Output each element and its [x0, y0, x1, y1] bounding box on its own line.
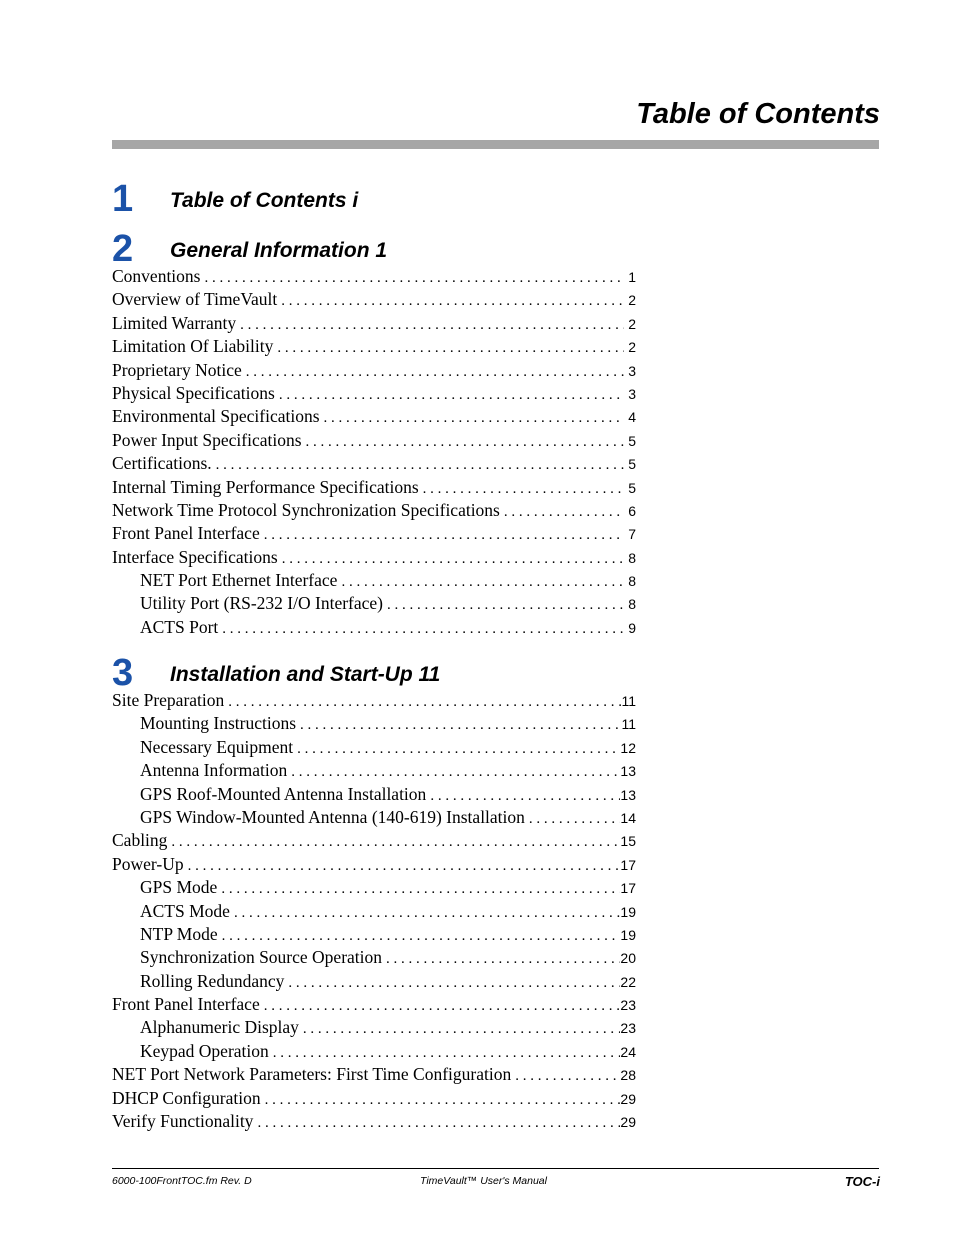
dot-leader — [287, 761, 620, 782]
toc-entry-page: 17 — [620, 856, 636, 873]
toc-entry[interactable] — [112, 829, 636, 852]
title-rule — [112, 140, 879, 149]
toc-entry-title: Limited Warranty — [112, 312, 237, 333]
dot-leader — [212, 454, 624, 475]
toc-entry-page: 20 — [620, 950, 636, 967]
dot-leader — [277, 290, 624, 311]
toc-entry-title: NET Port Ethernet Interface — [140, 570, 338, 591]
toc-entry-page: 29 — [620, 1090, 636, 1107]
dot-leader — [383, 594, 624, 615]
dot-leader — [284, 972, 620, 993]
chapter-title[interactable]: Table of Contents i — [170, 189, 359, 212]
toc-entry-title: Front Panel Interface — [112, 994, 260, 1015]
toc-entry-title: Conventions — [112, 266, 201, 286]
toc-entry-page: 24 — [620, 1043, 636, 1060]
dot-leader — [337, 571, 624, 592]
toc-entry-page: 29 — [620, 1114, 636, 1131]
toc-entry-title: Antenna Information — [140, 760, 288, 781]
toc-entry[interactable] — [112, 382, 636, 405]
toc-entry[interactable] — [112, 335, 636, 358]
toc-entry-page: 5 — [628, 432, 636, 449]
dot-leader — [275, 384, 624, 405]
chapter-number: 1 — [112, 178, 134, 220]
toc-entry-page: 9 — [628, 619, 636, 636]
dot-leader — [167, 831, 620, 852]
toc-entry[interactable] — [112, 689, 636, 712]
toc-entry-title: Site Preparation — [112, 690, 225, 710]
chapter-heading-3[interactable] — [112, 654, 712, 694]
dot-leader — [273, 337, 624, 358]
toc-entry-title: Utility Port (RS-232 I/O Interface) — [140, 593, 384, 614]
toc-entry-page: 14 — [620, 809, 636, 826]
toc-entry-title: NTP Mode — [140, 923, 218, 944]
toc-entry[interactable] — [112, 759, 636, 782]
toc-entry-page: 2 — [628, 315, 636, 332]
toc-entry[interactable] — [112, 452, 636, 475]
dot-leader — [242, 361, 624, 382]
dot-leader — [525, 808, 621, 829]
toc-entry-title: GPS Mode — [140, 877, 218, 898]
toc-entry-title: Power-Up — [112, 853, 184, 874]
toc-entry-page: 11 — [621, 716, 636, 733]
toc-entry-title: Certifications. — [112, 453, 212, 474]
chapter-2-entries — [112, 265, 636, 639]
chapter-heading-1[interactable] — [112, 180, 712, 220]
toc-entry[interactable] — [112, 522, 636, 545]
toc-entry[interactable] — [112, 900, 636, 923]
toc-entry[interactable] — [112, 876, 636, 899]
chapter-3-entries — [112, 689, 636, 1133]
toc-entry[interactable] — [112, 923, 636, 946]
footer-rule — [112, 1168, 879, 1169]
toc-entry-page: 11 — [621, 693, 636, 709]
toc-entry-title: ACTS Mode — [140, 900, 230, 921]
toc-entry-page: 8 — [628, 573, 636, 590]
toc-entry[interactable] — [112, 476, 636, 499]
toc-entry[interactable] — [112, 288, 636, 311]
toc-entry[interactable] — [112, 1110, 636, 1133]
toc-entry[interactable] — [112, 1040, 636, 1063]
toc-entry[interactable] — [112, 970, 636, 993]
toc-entry-title: Cabling — [112, 830, 168, 851]
dot-leader — [299, 1018, 621, 1039]
dot-leader — [200, 267, 624, 288]
toc-entry-page: 2 — [628, 292, 636, 309]
toc-entry-page: 19 — [620, 926, 636, 943]
toc-entry-page: 5 — [628, 479, 636, 496]
toc-entry[interactable] — [112, 993, 636, 1016]
dot-leader — [260, 995, 621, 1016]
toc-entry-page: 15 — [620, 833, 636, 850]
toc-entry-page: 6 — [628, 502, 636, 519]
toc-entry[interactable] — [112, 429, 636, 452]
toc-entry-page: 19 — [620, 903, 636, 920]
toc-entry-page: 17 — [620, 880, 636, 897]
toc-entry[interactable] — [112, 1016, 636, 1039]
toc-entry[interactable] — [112, 783, 636, 806]
footer-page-number: TOC-i — [844, 1174, 880, 1189]
toc-entry-title: Rolling Redundancy — [140, 970, 285, 991]
toc-entry-title: Proprietary Notice — [112, 359, 242, 380]
toc-entry-page: 22 — [620, 973, 636, 990]
toc-entry-title: Environmental Specifications — [112, 406, 320, 427]
dot-leader — [224, 691, 621, 712]
toc-entry-page: 5 — [628, 456, 636, 473]
toc-entry-title: Interface Specifications — [112, 546, 278, 567]
toc-entry-page: 8 — [628, 549, 636, 566]
dot-leader — [217, 878, 620, 899]
dot-leader — [230, 902, 620, 923]
dot-leader — [382, 948, 620, 969]
toc-entry[interactable] — [112, 592, 636, 615]
toc-entry[interactable] — [112, 736, 636, 759]
toc-entry[interactable] — [112, 712, 636, 735]
chapter-title[interactable]: Installation and Start-Up 11 — [170, 663, 441, 686]
toc-entry-title: Alphanumeric Display — [140, 1017, 299, 1038]
toc-entry[interactable] — [112, 806, 636, 829]
toc-entry[interactable] — [112, 1087, 636, 1110]
toc-entry-title: Overview of TimeVault — [112, 289, 278, 310]
toc-entry-page: 7 — [628, 526, 636, 543]
toc-entry[interactable] — [112, 312, 636, 335]
toc-entry[interactable] — [112, 1063, 636, 1086]
toc-entry-page: 23 — [620, 1020, 636, 1037]
toc-entry[interactable] — [112, 569, 636, 592]
toc-entry-title: Physical Specifications — [112, 382, 275, 403]
toc-entry[interactable] — [112, 265, 636, 288]
toc-entry-page: 12 — [620, 739, 636, 756]
dot-leader — [184, 855, 621, 876]
toc-entry-title: Verify Functionality — [112, 1111, 254, 1132]
toc-entry-title: GPS Roof-Mounted Antenna Installation — [140, 783, 427, 804]
toc-entry[interactable] — [112, 853, 636, 876]
dot-leader — [253, 1112, 620, 1133]
toc-entry-title: ACTS Port — [140, 616, 219, 637]
toc-entry-title: Front Panel Interface — [112, 523, 260, 544]
chapter-title[interactable]: General Information 1 — [170, 239, 388, 262]
footer-manual-title: TimeVault™ User's Manual — [420, 1175, 547, 1187]
toc-entry-title: Synchronization Source Operation — [140, 947, 383, 968]
toc-entry[interactable] — [112, 499, 636, 522]
chapter-number: 3 — [112, 652, 134, 694]
dot-leader — [260, 524, 624, 545]
toc-entry-page: 13 — [620, 786, 636, 803]
dot-leader — [293, 738, 620, 759]
toc-entry[interactable] — [112, 359, 636, 382]
toc-entry-page: 2 — [628, 339, 636, 356]
toc-entry-page: 4 — [628, 409, 636, 426]
toc-entry-page: 3 — [628, 362, 636, 379]
chapter-number: 2 — [112, 228, 134, 270]
dot-leader — [302, 431, 624, 452]
dot-leader — [218, 925, 621, 946]
toc-entry-title: Keypad Operation — [140, 1040, 269, 1061]
toc-entry-title: Necessary Equipment — [140, 736, 294, 757]
toc-entry[interactable] — [112, 946, 636, 969]
toc-entry-title: NET Port Network Parameters: First Time Configuration — [112, 1064, 512, 1085]
dot-leader — [426, 785, 620, 806]
toc-entry-title: Internal Timing Performance Specifications — [112, 476, 419, 497]
toc-entry[interactable] — [112, 405, 636, 428]
toc-entry-page: 1 — [628, 269, 636, 285]
dot-leader — [278, 548, 624, 569]
toc-entry-page: 8 — [628, 596, 636, 613]
dot-leader — [511, 1065, 620, 1086]
toc-entry-title: Limitation Of Liability — [112, 336, 274, 357]
dot-leader — [500, 501, 624, 522]
toc-entry-title: GPS Window-Mounted Antenna (140-619) Installation — [140, 806, 525, 827]
toc-entry-page: 23 — [620, 997, 636, 1014]
page-title: Table of Contents — [636, 98, 880, 130]
chapter-heading-2[interactable] — [112, 230, 712, 270]
toc-entry-title: Mounting Instructions — [140, 713, 297, 734]
dot-leader — [419, 478, 624, 499]
toc-entry-page: 13 — [620, 763, 636, 780]
dot-leader — [320, 407, 624, 428]
dot-leader — [236, 314, 624, 335]
toc-entry-title: Network Time Protocol Synchronization Specifications — [112, 499, 500, 520]
toc-entry[interactable] — [112, 546, 636, 569]
toc-entry[interactable] — [112, 616, 636, 639]
dot-leader — [269, 1042, 621, 1063]
dot-leader — [296, 714, 621, 735]
toc-entry-page: 3 — [628, 385, 636, 402]
toc-entry-page: 28 — [620, 1067, 636, 1084]
footer-filename: 6000-100FrontTOC.fm Rev. D — [112, 1175, 252, 1187]
toc-entry-title: DHCP Configuration — [112, 1087, 261, 1108]
dot-leader — [261, 1089, 621, 1110]
dot-leader — [218, 618, 624, 639]
toc-entry-title: Power Input Specifications — [112, 429, 302, 450]
